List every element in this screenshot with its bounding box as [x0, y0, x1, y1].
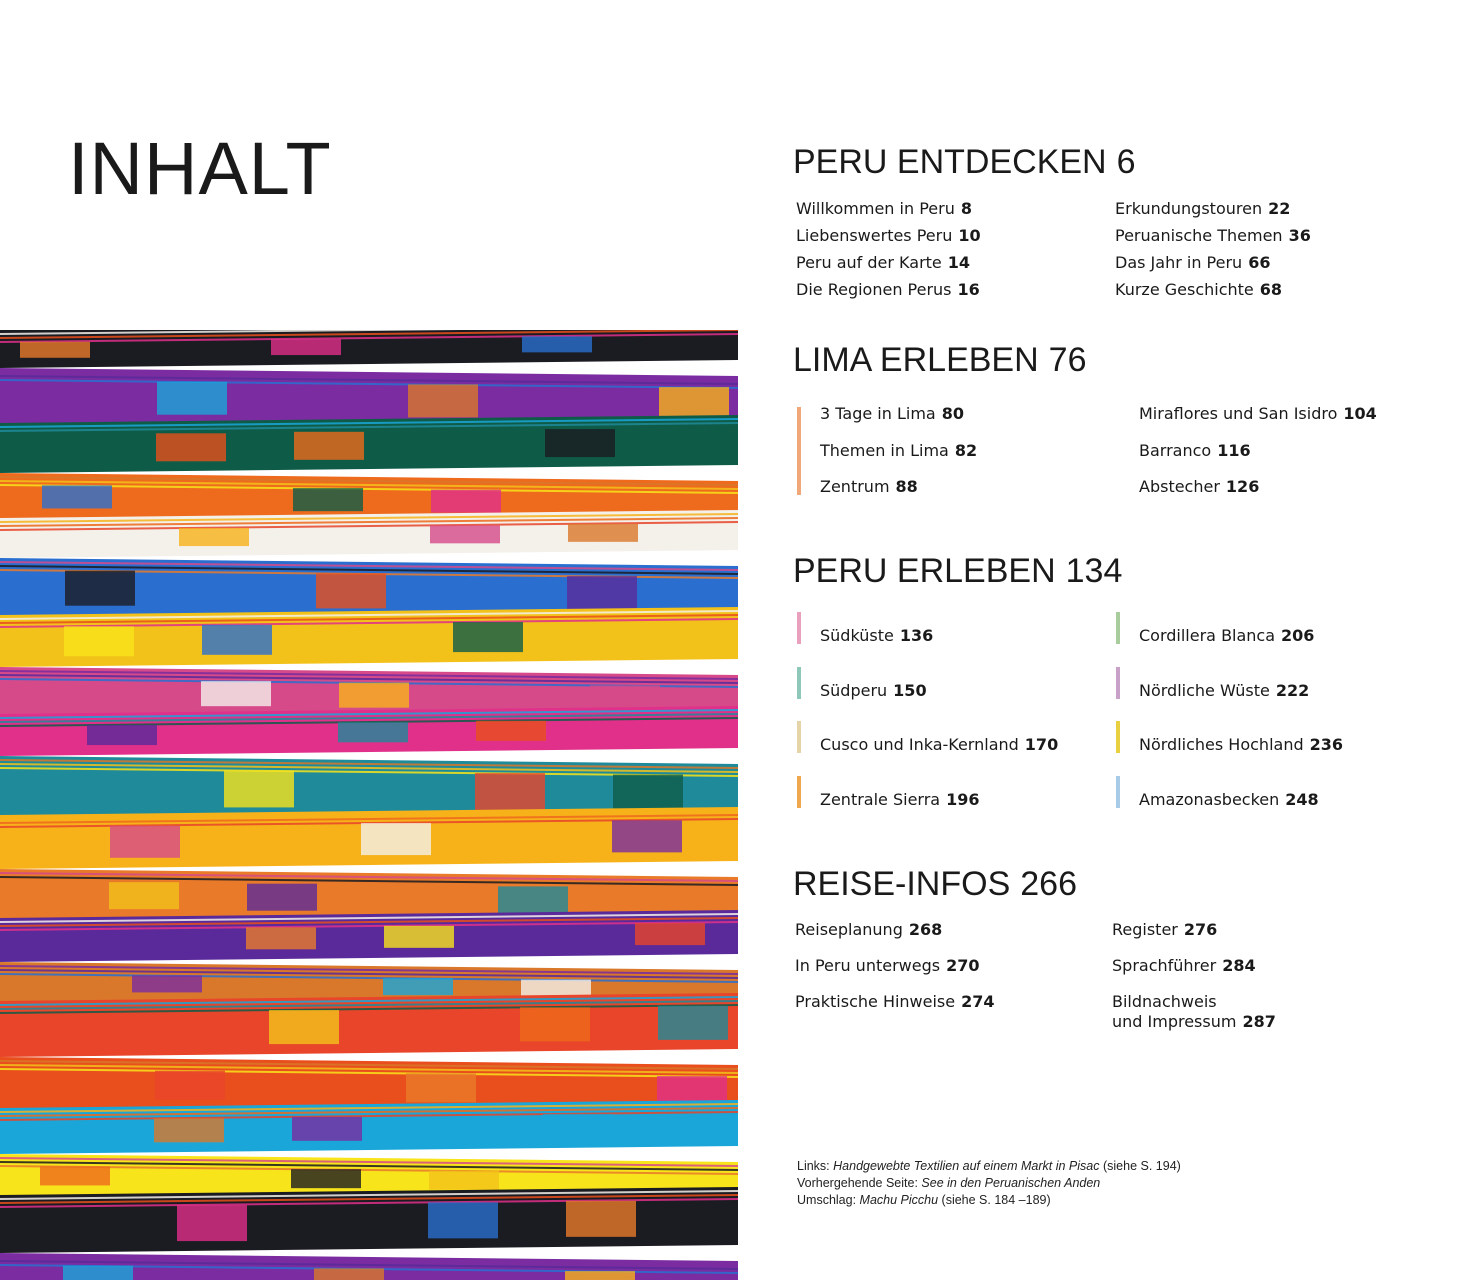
image-captions	[797, 1158, 1181, 1209]
toc-entry[interactable]: 3 Tage in Lima 80	[820, 404, 964, 423]
toc-entry[interactable]: Amazonasbecken 248	[1139, 789, 1319, 809]
region-color-bar	[797, 721, 801, 753]
toc-entry[interactable]: Südperu 150	[820, 680, 927, 700]
caption-vorhergehende: Vorhergehende Seite: See in den Peruanischen Anden	[797, 1176, 1101, 1190]
woven-textiles-image	[0, 330, 738, 1280]
toc-entry[interactable]: Willkommen in Peru 8	[796, 199, 972, 218]
toc-entry[interactable]: Peruanische Themen 36	[1115, 226, 1311, 245]
textile-photo	[0, 330, 738, 1280]
toc-entry[interactable]: Miraflores und San Isidro 104	[1139, 404, 1377, 423]
toc-entry[interactable]: Nördliches Hochland 236	[1139, 735, 1344, 754]
section-reise-infos	[793, 867, 1433, 901]
toc-entry[interactable]: Themen in Lima 82	[820, 441, 978, 460]
toc-entry[interactable]: Liebenswertes Peru 10	[796, 226, 981, 245]
toc-entry[interactable]: Reiseplanung 268	[795, 920, 943, 939]
toc-entry[interactable]: Register 276	[1112, 920, 1218, 939]
region-color-bar	[1116, 667, 1120, 699]
section-color-bar	[797, 407, 801, 495]
toc-entry[interactable]: Das Jahr in Peru 66	[1115, 253, 1271, 272]
toc-entry[interactable]: In Peru unterwegs 270	[795, 956, 980, 975]
section-heading[interactable]: LIMA ERLEBEN 76	[793, 341, 1087, 379]
section-heading[interactable]: PERU ERLEBEN 134	[793, 552, 1123, 590]
region-color-bar	[797, 612, 801, 644]
toc-entry[interactable]: Zentrale Sierra 196	[820, 789, 980, 809]
caption-links: Links: Handgewebte Textilien auf einem Markt in Pisac (siehe S. 194)	[797, 1159, 1181, 1173]
region-color-bar	[1116, 721, 1120, 753]
region-color-bar	[797, 776, 801, 808]
toc-entry[interactable]: Südküste 136	[820, 626, 934, 645]
toc-entry[interactable]: Peru auf der Karte 14	[796, 253, 971, 272]
toc-entry[interactable]: Zentrum 88	[820, 477, 918, 496]
region-color-bar	[797, 667, 801, 699]
toc-entry[interactable]: Praktische Hinweise 274	[795, 992, 995, 1011]
page-title: INHALT	[68, 127, 332, 210]
toc-list-left	[796, 195, 981, 303]
toc-entry[interactable]: Barranco 116	[1139, 441, 1251, 460]
section-peru-entdecken	[793, 145, 1433, 179]
toc-entry[interactable]: Die Regionen Perus 16	[796, 280, 980, 299]
region-color-bar	[1116, 612, 1120, 644]
toc-entry[interactable]: Cusco und Inka-Kernland 170	[820, 735, 1059, 754]
section-lima-erleben	[793, 343, 1433, 377]
toc-entry[interactable]: Nördliche Wüste 222	[1139, 680, 1310, 700]
toc-list-right	[1115, 195, 1311, 303]
toc-entry[interactable]: Bildnachweis und Impressum 287	[1112, 992, 1276, 1031]
caption-umschlag: Umschlag: Machu Picchu (siehe S. 184 –189)	[797, 1193, 1051, 1207]
toc-entry[interactable]: Kurze Geschichte 68	[1115, 280, 1283, 299]
toc-entry[interactable]: Sprachführer 284	[1112, 956, 1256, 975]
toc-entry[interactable]: Cordillera Blanca 206	[1139, 626, 1315, 645]
region-color-bar	[1116, 776, 1120, 808]
section-heading[interactable]: REISE-INFOS 266	[793, 865, 1077, 903]
section-heading[interactable]: PERU ENTDECKEN 6	[793, 143, 1136, 181]
section-peru-erleben	[793, 554, 1433, 588]
toc-entry[interactable]: Erkundungstouren 22	[1115, 199, 1291, 218]
toc-entry[interactable]: Abstecher 126	[1139, 477, 1260, 496]
